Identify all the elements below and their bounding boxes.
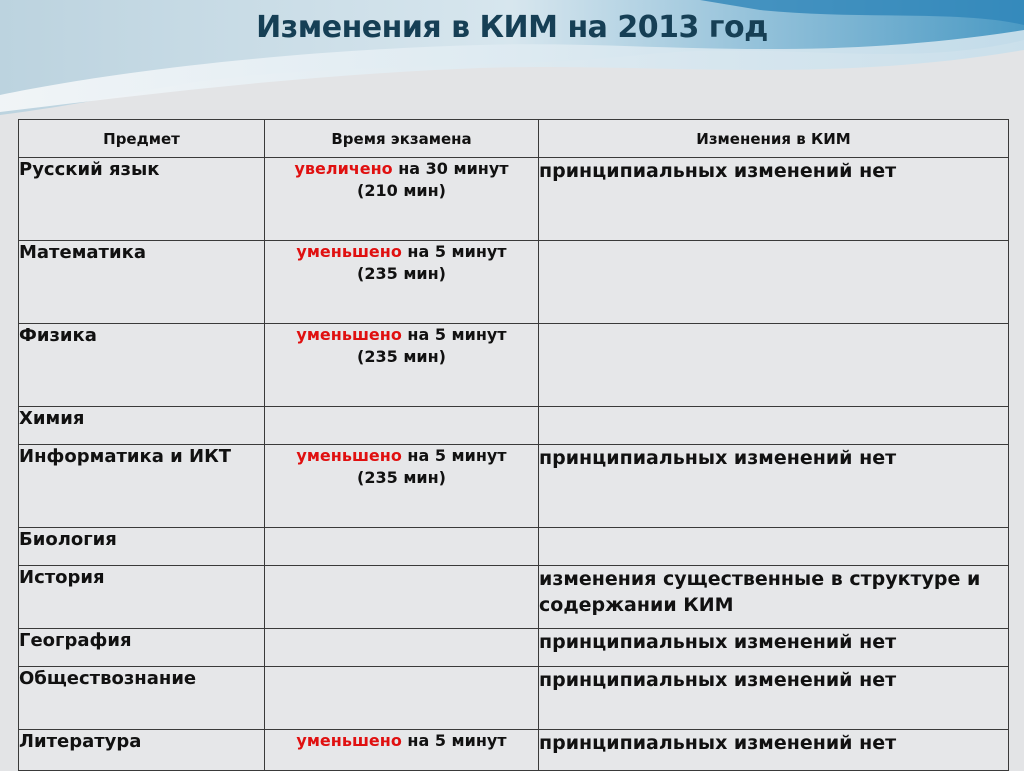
time-total: (235 мин): [357, 468, 446, 487]
kim-change-cell: [539, 528, 1009, 566]
time-total: (235 мин): [357, 347, 446, 366]
table-row: [19, 158, 1009, 241]
time-change-amount: на 30 минут: [392, 159, 509, 178]
kim-change-cell: [539, 407, 1009, 445]
time-change-word: уменьшено: [296, 325, 402, 344]
table-row: [19, 528, 1009, 566]
time-change-word: уменьшено: [296, 731, 402, 750]
time-total: (235 мин): [357, 264, 446, 283]
exam-time-cell: [265, 528, 539, 566]
time-change-amount: на 5 минут: [401, 242, 507, 261]
subject-cell: Литература: [19, 730, 265, 771]
subject-cell: Обществознание: [19, 667, 265, 730]
header-subject: Предмет: [19, 120, 265, 158]
exam-time-cell: [265, 158, 539, 241]
kim-change-cell: принципиальных изменений нет: [539, 445, 1009, 528]
exam-time-cell: [265, 445, 539, 528]
table-row: [19, 241, 1009, 324]
time-change-amount: на 5 минут: [401, 731, 507, 750]
subject-cell: Химия: [19, 407, 265, 445]
time-change-amount: на 5 минут: [401, 446, 507, 465]
kim-change-cell: принципиальных изменений нет: [539, 667, 1009, 730]
exam-time-cell: [265, 407, 539, 445]
time-change-word: увеличено: [294, 159, 393, 178]
subject-cell: История: [19, 566, 265, 629]
header-exam-time: Время экзамена: [265, 120, 539, 158]
subject-cell: Русский язык: [19, 158, 265, 241]
kim-change-cell: принципиальных изменений нет: [539, 629, 1009, 667]
table-row: [19, 730, 1009, 771]
exam-time-cell: [265, 324, 539, 407]
subject-cell: География: [19, 629, 265, 667]
table-header-row: [19, 120, 1009, 158]
exam-time-cell: [265, 730, 539, 771]
subject-cell: Физика: [19, 324, 265, 407]
kim-change-cell: принципиальных изменений нет: [539, 730, 1009, 771]
time-change-word: уменьшено: [296, 242, 402, 261]
exam-time-cell: [265, 629, 539, 667]
subject-cell: Математика: [19, 241, 265, 324]
exam-time-cell: [265, 241, 539, 324]
kim-change-cell: принципиальных изменений нет: [539, 158, 1009, 241]
kim-change-cell: изменения существенные в структуре и содержании КИМ: [539, 566, 1009, 629]
exam-time-cell: [265, 566, 539, 629]
kim-change-cell: [539, 241, 1009, 324]
time-change-word: уменьшено: [296, 446, 402, 465]
table-row: [19, 445, 1009, 528]
table-row: [19, 667, 1009, 730]
time-total: (210 мин): [357, 181, 446, 200]
table-row: [19, 629, 1009, 667]
exam-time-cell: [265, 667, 539, 730]
subject-cell: Информатика и ИКТ: [19, 445, 265, 528]
time-change-amount: на 5 минут: [401, 325, 507, 344]
kim-changes-table: [18, 119, 1009, 771]
table-row: [19, 407, 1009, 445]
subject-cell: Биология: [19, 528, 265, 566]
header-kim-changes: Изменения в КИМ: [539, 120, 1009, 158]
kim-change-cell: [539, 324, 1009, 407]
table-row: [19, 324, 1009, 407]
page-title: Изменения в КИМ на 2013 год: [256, 10, 768, 45]
table-row: [19, 566, 1009, 629]
